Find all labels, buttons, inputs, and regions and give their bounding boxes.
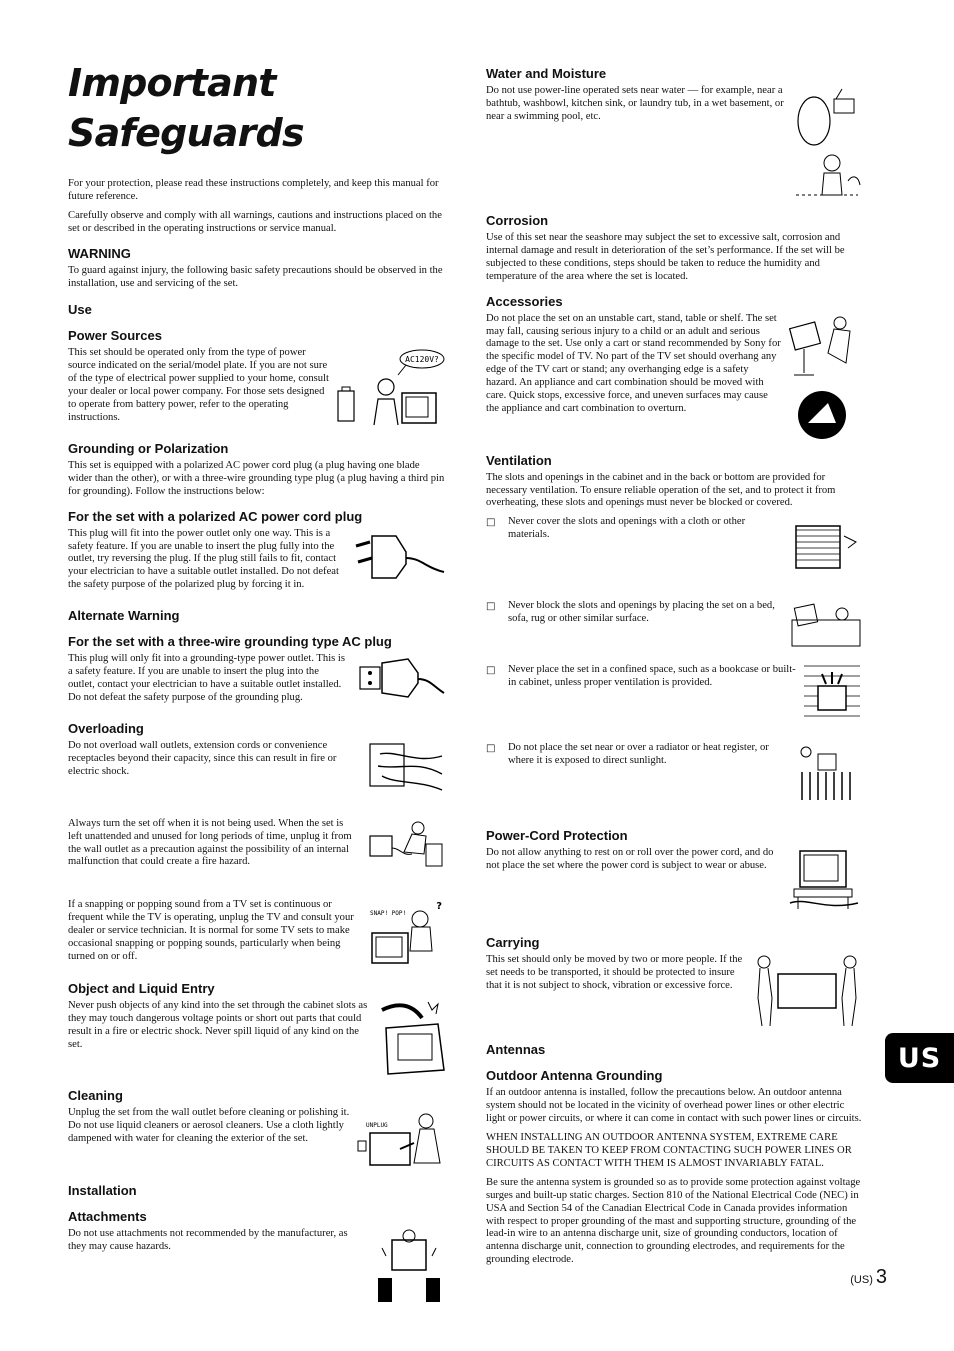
overloading-heading: Overloading — [68, 720, 144, 736]
use-section — [68, 302, 446, 1171]
radiator-icon — [796, 742, 862, 804]
page-number-value: 3 — [875, 1266, 887, 1288]
water-section — [486, 66, 862, 203]
object-liquid-text: Never push objects of any kind into the set through the cabinet slots as they may touch dangerous voltage points or short out parts that could result in a fire or electric shock. Never spill liquid of any kind on the set. — [68, 1000, 368, 1051]
power-cord-heading: Power-Cord Protection — [486, 828, 628, 844]
power-sources-text: This set should be operated only from the type of power source indicated on the serial/model plate. If you are not sure of the type of electrical power supplied to your home, consult your dealer or local power company. For those sets designed to operate from battery power, refer to the operating instructions. — [68, 347, 329, 423]
cleaning-section — [68, 1088, 446, 1171]
warning-heading: WARNING — [68, 245, 131, 261]
warning-text: To guard against injury, the following basic safety precautions should be observed in the installation, use and servicing of the set. — [68, 264, 443, 289]
snap-pop-text: SNAP! POP! — [370, 910, 407, 918]
checkbox-mark: □ — [486, 743, 496, 755]
checkbox-mark: □ — [486, 601, 496, 613]
tv-on-bed-icon — [790, 600, 862, 650]
cleaning-text: Unplug the set from the wall outlet before cleaning or polishing it. Do not use liquid cleaners or aerosol cleaners. Use a cloth lightly dampened with water for cleaning the exterior of the set. — [68, 1107, 350, 1145]
page-label: (US) — [850, 1274, 873, 1286]
attachments-text: Do not use attachments not recommended by the manufacturer, as they may cause hazards. — [68, 1228, 348, 1253]
power-sources-section — [68, 328, 446, 430]
grounding-section — [68, 441, 446, 499]
ventilation-bullet-1 — [486, 516, 862, 600]
liquid-entry-illustration — [378, 1000, 446, 1078]
checkbox-mark: □ — [486, 517, 496, 529]
corrosion-text: Use of this set near the seashore may subject the set to excessive salt, corrosion and internal damage and result in deterioration of the set’s performance. If the set will be subjected to these conditions, steps should be taken to reduce the humidity and temperature of the area where the set is located. — [486, 232, 845, 282]
ventilation-bullet-text-1: Never cover the slots and openings with a cloth or other materials. — [508, 516, 746, 541]
intro-paragraph-2: Carefully observe and comply with all warnings, cautions and instructions placed on the set or described in the operating instructions or service manual. — [68, 209, 442, 234]
water-text: Do not use power-line operated sets near water — for example, near a bathtub, washbowl, kitchen sink, or laundry tub, in a wet basement, or near a swimming pool, etc. — [486, 85, 784, 122]
carrying-illustration — [752, 954, 862, 1028]
polarized-plug-icon — [346, 528, 446, 588]
overloading-text-1: Do not overload wall outlets, extension cords or convenience receptacles beyond their capacity, since this can result in fire or electric shock. — [68, 739, 337, 777]
three-wire-heading: For the set with a three-wire grounding type AC plug — [68, 634, 392, 650]
ventilation-bullet-4 — [486, 742, 862, 818]
power-source-illustration — [336, 347, 446, 427]
three-wire-section — [68, 634, 446, 711]
ventilation-bullet-text-2: Never block the slots and openings by placing the set on a bed, sofa, rug or other similar surface. — [508, 600, 775, 625]
carrying-heading: Carrying — [486, 935, 540, 951]
carrying-text: This set should only be moved by two or more people. If the set needs to be transported, it should be protected to insure that it is not subject to shock, vibration or excessive force. — [486, 954, 743, 992]
polarized-plug-heading: For the set with a polarized AC power cord plug — [68, 508, 363, 524]
checkbox-mark: □ — [486, 665, 496, 677]
left-column — [68, 58, 446, 1308]
covered-tv-icon — [790, 516, 862, 580]
corrosion-heading: Corrosion — [486, 213, 549, 228]
water-heading: Water and Moisture — [486, 66, 607, 81]
outdoor-antenna-section — [486, 1068, 862, 1267]
alternate-warning-section — [68, 608, 446, 624]
outdoor-antenna-text-2: WHEN INSTALLING AN OUTDOOR ANTENNA SYSTEM, EXTREME CARE SHOULD BE TAKEN TO KEEP FROM CONTACTING SUCH POWER LINES OR CIRCUITS AS CONTACT WITH THEM IS ALMOST INVARIABLY FATAL. — [486, 1132, 852, 1169]
power-cord-section — [486, 828, 862, 925]
attachments-heading: Attachments — [68, 1209, 147, 1225]
power-cord-illustration — [786, 847, 862, 915]
polarized-plug-text: This plug will fit into the power outlet only one way. This is a safety feature. If you are unable to insert the plug fully into the outlet, try reversing the plug. If the plug still fails to fit, contact your electrician to have a suitable outlet installed. Do not defeat the safety purpose of the polarized plug by forcing it in. — [68, 527, 339, 591]
installation-section — [68, 1183, 446, 1308]
alternate-warning-heading: Alternate Warning — [68, 608, 180, 624]
overloading-text-2: Always turn the set off when it is not being used. When the set is left unattended and unused for long periods of time, unplug it from the wall outlet as a precaution against the possibility of an internal malfunction that could create a fire hazard. — [68, 817, 352, 868]
ventilation-bullet-text-3: Never place the set in a confined space, such as a bookcase or built-in cabinet, unless proper ventilation is provided. — [508, 664, 796, 689]
grounding-heading: Grounding or Polarization — [68, 440, 229, 456]
accessories-text: Do not place the set on an unstable cart, stand, table or shelf. The set may fall, causing serious injury to a child or an adult and serious damage to the set. Use only a cart or stand recommended by Sony for the specific model of TV. No part of the TV set should overhang any edge of the TV cart or stand; any overhanging edge is a safety hazard. An appliance and cart combination should be moved with care. Quick stops, excessive force, and uneven surfaces may cause the appliance and cart combination to overturn. — [486, 312, 781, 414]
page-number — [850, 1266, 887, 1289]
cart-tip-illustration — [788, 313, 862, 443]
object-liquid-section — [68, 981, 446, 1078]
ventilation-bullet-3 — [486, 664, 862, 742]
attachments-section — [68, 1209, 446, 1308]
overloaded-outlet-icon — [366, 740, 446, 794]
power-bubble-text: AC120V? — [405, 355, 439, 365]
accessories-heading: Accessories — [486, 293, 563, 309]
right-column — [486, 66, 862, 1273]
antennas-section — [486, 1042, 862, 1267]
overloading-text-3: If a snapping or popping sound from a TV set is continuous or frequent while the TV is operating, unplug the TV and consult your dealer or service technician. It is normal for some TV sets to make occasional snapping or popping sounds, particularly when being turned on or off. — [68, 899, 354, 962]
ventilation-heading: Ventilation — [486, 452, 552, 468]
water-illustration — [792, 85, 862, 203]
power-sources-heading: Power Sources — [68, 328, 162, 344]
unplug-tv-illustration — [366, 818, 446, 872]
object-liquid-heading: Object and Liquid Entry — [68, 981, 215, 997]
warning-section — [68, 246, 446, 291]
svg-text:?: ? — [436, 901, 442, 913]
ventilation-bullet-text-4: Do not place the set near or over a radiator or heat register, or where it is exposed to direct sunlight. — [508, 742, 769, 767]
confined-space-icon — [802, 664, 862, 726]
three-wire-plug-icon — [354, 653, 446, 703]
ventilation-section — [486, 453, 862, 819]
outdoor-antenna-text-3: Be sure the antenna system is grounded so as to provide some protection against voltage surges and built-up static charges. Section 810 of the National Electrical Code (NEC) in USA and Section 54 of the Canadian Electrical Code in Canada provides information with respect to proper grounding of the mast and supporting structure, grounding of the lead-in wire to an antenna discharge unit, size of grounding conductors, location of antenna discharge unit, connection to grounding electrodes, and requirements for the grounding electrode. — [486, 1176, 861, 1266]
ventilation-bullet-2 — [486, 600, 862, 664]
region-tab: US — [885, 1033, 954, 1083]
polarized-plug-section — [68, 509, 446, 599]
power-cord-text: Do not allow anything to rest on or roll over the power cord, and do not place the set where the power cord is subject to wear or abuse. — [486, 847, 774, 872]
use-heading: Use — [68, 302, 92, 318]
snapping-tv-illustration — [366, 899, 446, 971]
outdoor-antenna-heading: Outdoor Antenna Grounding — [486, 1068, 663, 1084]
grounding-text: This set is equipped with a polarized AC power cord plug (a plug having one blade wider than the other), or with a three-wire grounding type plug (a plug having a third pin for grounding). Follow the instructions below: — [68, 459, 445, 497]
ventilation-text: The slots and openings in the cabinet and in the back or bottom are provided for necessary ventilation. To ensure reliable operation of the set, and to protect it from overheating, these slots and openings must never be blocked or covered. — [486, 471, 836, 509]
accessories-section — [486, 294, 862, 443]
unplug-text: UNPLUG — [366, 1122, 388, 1130]
intro-paragraph-1: For your protection, please read these instructions completely, and keep this manual for future reference. — [68, 178, 439, 202]
cleaning-illustration — [356, 1107, 446, 1171]
three-wire-text: This plug will only fit into a grounding-type power outlet. This is a safety feature. If you are unable to insert the plug into the outlet, contact your electrician to have a suitable outlet installed. Do not defeat the safety purpose of the grounding plug. — [68, 653, 345, 703]
corrosion-section — [486, 213, 862, 284]
page-title: Important Safeguards — [68, 61, 304, 155]
overloading-section — [68, 721, 446, 972]
attachments-illustration — [372, 1228, 446, 1308]
installation-heading: Installation — [68, 1183, 137, 1199]
cleaning-heading: Cleaning — [68, 1088, 123, 1104]
antennas-heading: Antennas — [486, 1042, 546, 1058]
outdoor-antenna-text-1: If an outdoor antenna is installed, follow the precautions below. An outdoor antenna system should not be located in the vicinity of overhead power lines or other electric light or power circuits, or where it can come in contact with such power lines or circuits. — [486, 1087, 862, 1125]
carrying-section — [486, 935, 862, 1030]
